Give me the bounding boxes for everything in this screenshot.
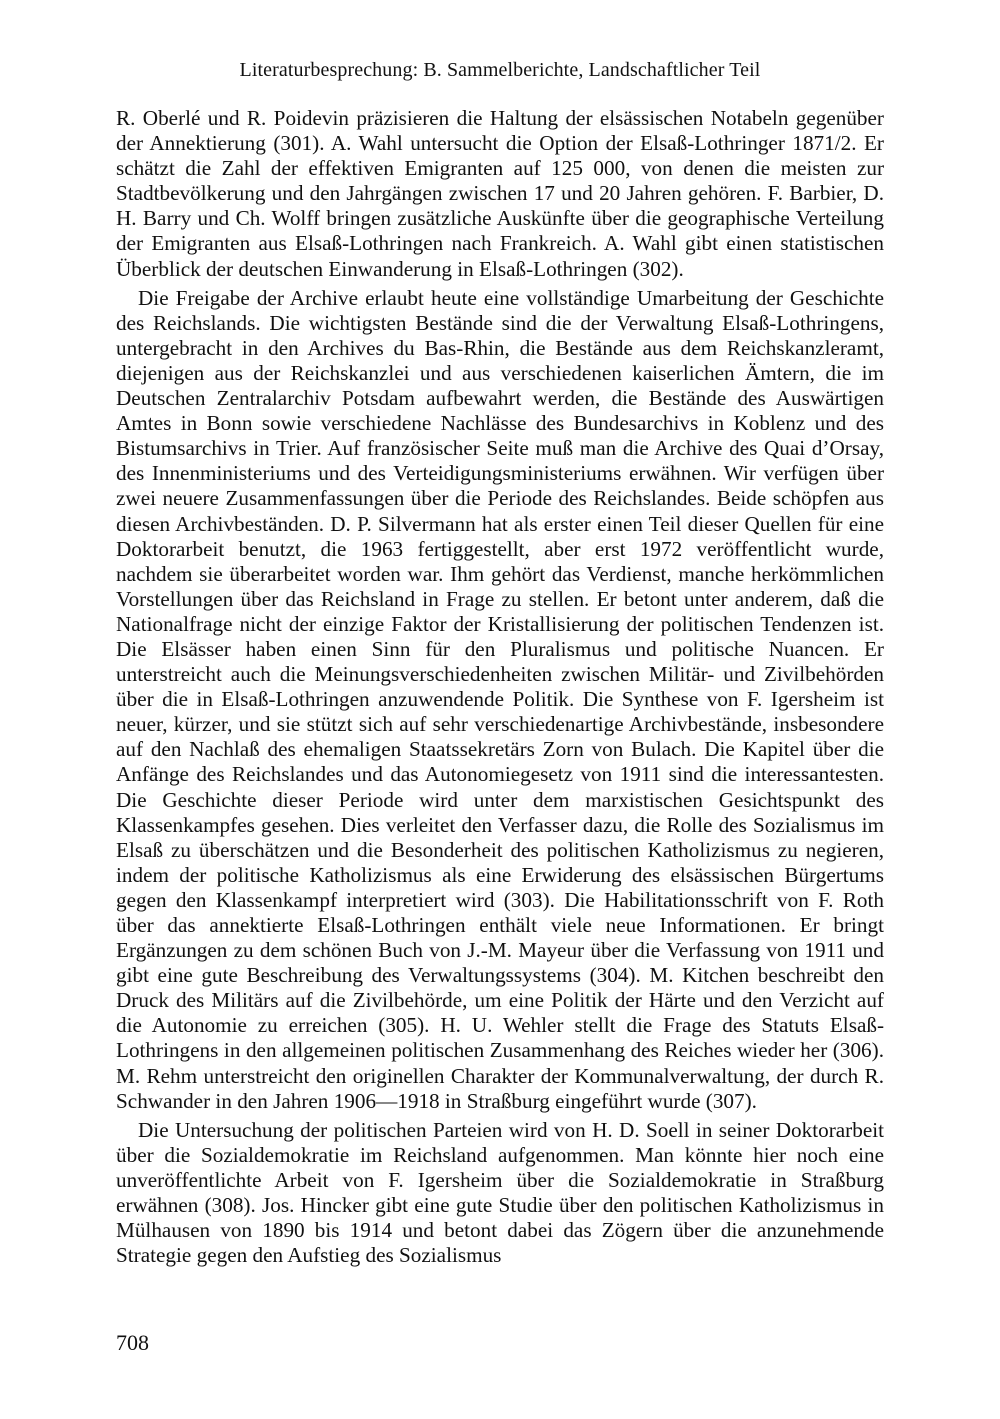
running-header: Literaturbesprechung: B. Sammelberichte, Landschaftlicher Teil (239, 59, 761, 81)
paragraph-2: Die Freigabe der Archive erlaubt heute eine vollständige Umarbeitung der Geschichte des Reichslands. Die wichtigsten Bestände sind die der Verwaltung Elsaß-Lothringens, untergebracht in den Archives du Bas-Rhin, die Bestände aus dem Reichskanzleramt, diejenigen aus der Reichskanzlei und aus verschiedenen kaiserlichen Ämtern, die im Deutschen Zentralarchiv Potsdam aufbewahrt werden, die Bestände des Auswärtigen Amtes in Bonn sowie verschiedene Nachlässe des Bundesarchivs in Koblenz und des Bistumsarchivs in Trier. Auf französischer Seite muß man die Archive des Quai d’Orsay, des Innenministeriums und des Verteidigungsministeriums erwähnen. Wir verfügen über zwei neuere Zusammenfassungen über die Periode des Reichslandes. Beide schöpfen aus diesen Archivbeständen. D. P. Silvermann hat als erster einen Teil dieser Quellen für eine Doktorarbeit benutzt, die 1963 fertiggestellt, aber erst 1972 veröffentlicht wurde, nachdem sie überarbeitet worden war. Ihm gehört das Verdienst, manche herkömmlichen Vorstellungen über das Reichsland in Frage zu stellen. Er betont unter anderem, daß die Nationalfrage nicht der einzige Faktor der Kristallisierung der politischen Tendenzen ist. Die Elsässer haben einen Sinn für den Pluralismus und politische Nuancen. Er unterstreicht auch die Meinungsverschiedenheiten zwischen Militär- und Zivilbehörden über die in Elsaß-Lothringen anzuwendende Politik. Die Synthese von F. Igersheim ist neuer, kürzer, und sie stützt sich auf sehr verschiedenartige Archivbestände, insbesondere auf den Nachlaß des ehemaligen Staatssekretärs Zorn von Bulach. Die Kapitel über die Anfänge des Reichslandes und das Autonomiegesetz von 1911 sind die interessantesten. Die Geschichte dieser Periode wird unter dem marxistischen Gesichtspunkt des Klassenkampfes gesehen. Dies verleitet den Verfasser dazu, die Rolle des Sozialismus im Elsaß zu überschätzen und die Besonderheit des politischen Katholizismus zu negieren, indem der politische Katholizismus als eine Erwiderung des elsässischen Bürgertums gegen den Klassenkampf interpretiert wird (303). Die Habilitationsschrift von F. Roth über das annektierte Elsaß-Lothringen enthält viele neue Informationen. Er bringt Ergänzungen zu dem schönen Buch von J.-M. Mayeur über die Verfassung von 1911 und gibt eine gute Beschreibung des Verwaltungssystems (304). M. Kitchen beschreibt den Druck des Militärs auf die Zivilbehörde, um eine Politik der Härte und den Verzicht auf die Autonomie zu erreichen (305). H. U. Wehler stellt die Frage des Statuts Elsaß-Lothringens in den allgemeinen politischen Zusammenhang des Reiches wieder her (306). M. Rehm unterstreicht den originellen Charakter der Kommunalverwaltung, der durch R. Schwander in den Jahren 1906—1918 in Straßburg eingeführt wurde (307). (116, 285, 884, 1113)
body-text (116, 106, 884, 1272)
paragraph-3: Die Untersuchung der politischen Parteien wird von H. D. Soell in seiner Doktorarbeit über die Sozialdemokratie im Reichsland aufgenommen. Man könnte hier noch eine unveröffentlichte Arbeit von F. Igersheim über die Sozialdemokratie in Straßburg erwähnen (308). Jos. Hincker gibt eine gute Studie über den politischen Katholizismus in Mülhausen von 1890 bis 1914 und betont dabei das Zögern über die anzunehmende Strategie gegen den Aufstieg des Sozialismus (116, 1117, 884, 1268)
document-page (116, 0, 884, 1419)
page-number: 708 (116, 1330, 149, 1355)
paragraph-1: R. Oberlé und R. Poidevin präzisieren die Haltung der elsässischen Notabeln gegenüber der Annektierung (301). A. Wahl untersucht die Option der Elsaß-Lothringer 1871/2. Er schätzt die Zahl der effektiven Emigranten auf 125 000, von denen die meisten zur Stadtbevölkerung und den Jahrgängen zwischen 17 und 20 Jahren gehören. F. Barbier, D. H. Barry und Ch. Wolff bringen zusätzliche Auskünfte über die geographische Verteilung der Emigranten aus Elsaß-Lothringen nach Frankreich. A. Wahl gibt einen statistischen Überblick der deutschen Einwanderung in Elsaß-Lothringen (302). (116, 106, 884, 281)
